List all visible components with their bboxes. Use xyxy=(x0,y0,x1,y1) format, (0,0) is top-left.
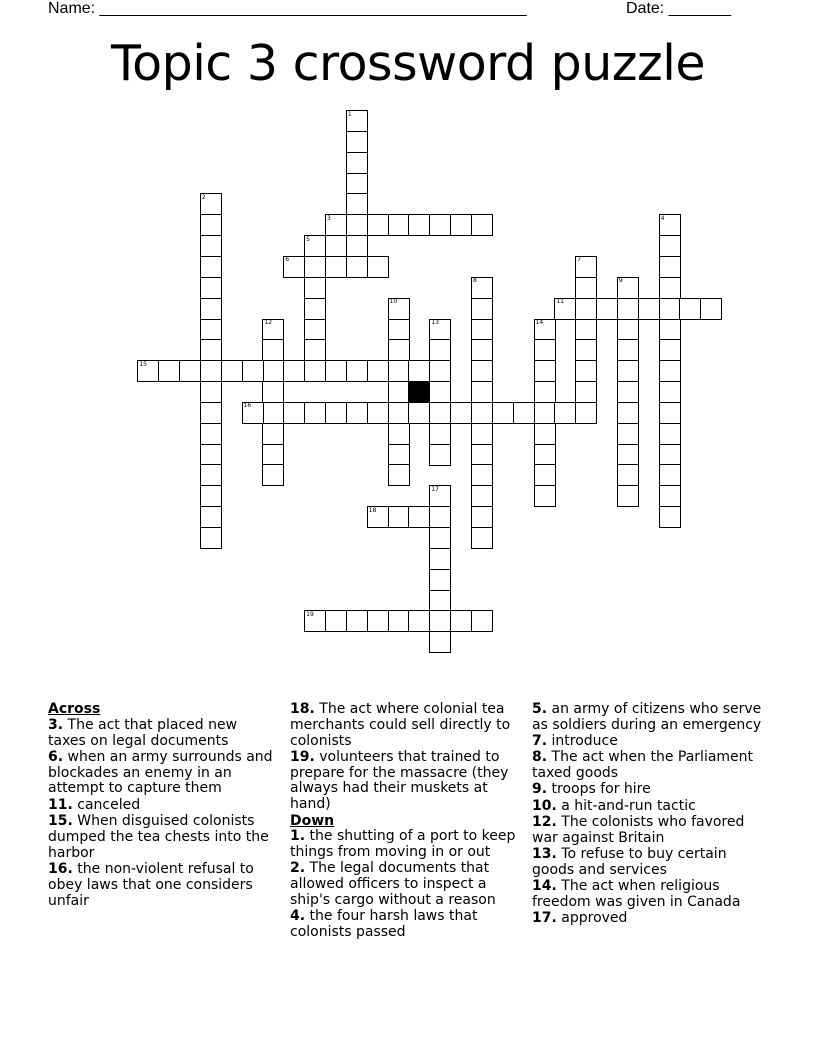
crossword-cell[interactable] xyxy=(617,319,639,341)
crossword-cell[interactable] xyxy=(534,402,556,424)
crossword-cell[interactable] xyxy=(325,402,347,424)
clue-down-7: 7. introduce xyxy=(532,733,618,750)
crossword-cell[interactable] xyxy=(617,444,639,466)
crossword-cell[interactable] xyxy=(158,360,180,382)
crossword-cell[interactable] xyxy=(200,506,222,528)
clue-across-18: 18. The act where colonial tea merchants could sell directly to colonists xyxy=(290,701,511,749)
clue-down-10: 10. a hit-and-run tactic xyxy=(532,797,696,814)
crossword-cell[interactable] xyxy=(221,360,243,382)
crossword-cell[interactable] xyxy=(429,548,451,570)
crossword-block xyxy=(408,381,430,403)
crossword-cell[interactable] xyxy=(659,423,681,445)
clues-column-1 xyxy=(48,702,276,910)
crossword-cell[interactable] xyxy=(617,277,639,299)
clue-number: 8 xyxy=(472,277,477,285)
clue-down-14: 14. The act when religious freedom was given in Canada xyxy=(532,878,741,911)
crossword-cell[interactable] xyxy=(283,402,305,424)
crossword-cell[interactable] xyxy=(575,381,597,403)
crossword-cell[interactable] xyxy=(388,339,410,361)
crossword-cell[interactable] xyxy=(617,423,639,445)
crossword-cell[interactable] xyxy=(575,402,597,424)
crossword-cell[interactable] xyxy=(534,381,556,403)
clue-down-1: 1. the shutting of a port to keep things from moving in or out xyxy=(290,828,516,861)
crossword-cell[interactable] xyxy=(408,402,430,424)
crossword-cell[interactable] xyxy=(325,256,347,278)
crossword-cell[interactable] xyxy=(137,360,159,382)
crossword-cell[interactable] xyxy=(659,464,681,486)
crossword-cell[interactable] xyxy=(388,423,410,445)
clue-number: 12 xyxy=(264,319,273,326)
crossword-cell[interactable] xyxy=(596,298,618,320)
crossword-cell[interactable] xyxy=(659,444,681,466)
clue-across-15: 15. When disguised colonists dumped the tea chests into the harbor xyxy=(48,813,269,861)
crossword-cell[interactable] xyxy=(534,485,556,507)
crossword-cell[interactable] xyxy=(575,339,597,361)
crossword-cell[interactable] xyxy=(346,110,368,132)
crossword-cell[interactable] xyxy=(534,339,556,361)
clue-down-8: 8. The act when the Parliament taxed goods xyxy=(532,749,754,782)
crossword-cell[interactable] xyxy=(429,402,451,424)
crossword-cell[interactable] xyxy=(304,360,326,382)
crossword-cell[interactable] xyxy=(200,360,222,382)
crossword-cell[interactable] xyxy=(304,610,326,632)
crossword-cell[interactable] xyxy=(200,256,222,278)
crossword-cell[interactable] xyxy=(659,339,681,361)
crossword-cell[interactable] xyxy=(450,214,472,236)
crossword-cell[interactable] xyxy=(304,402,326,424)
crossword-cell[interactable] xyxy=(659,381,681,403)
crossword-cell[interactable] xyxy=(659,298,681,320)
crossword-cell[interactable] xyxy=(200,464,222,486)
crossword-cell[interactable] xyxy=(200,381,222,403)
crossword-cell[interactable] xyxy=(262,319,284,341)
clue-across-6: 6. when an army surrounds and blockades an enemy in an attempt to capture them xyxy=(48,748,273,797)
crossword-cell[interactable] xyxy=(304,277,326,299)
crossword-cell[interactable] xyxy=(346,360,368,382)
crossword-cell[interactable] xyxy=(617,381,639,403)
crossword-cell[interactable] xyxy=(450,402,472,424)
crossword-cell[interactable] xyxy=(408,506,430,528)
crossword-cell[interactable] xyxy=(346,193,368,215)
crossword-cell[interactable] xyxy=(200,214,222,236)
crossword-cell[interactable] xyxy=(429,381,451,403)
clues-column-3 xyxy=(532,702,762,928)
clue-across-16: 16. the non-violent refusal to obey laws that one considers unfair xyxy=(48,860,254,909)
clue-number: 2 xyxy=(201,193,206,201)
crossword-cell[interactable] xyxy=(679,298,701,320)
clue-number: 18 xyxy=(368,506,377,514)
crossword-cell[interactable] xyxy=(283,256,305,278)
crossword-cell[interactable] xyxy=(471,298,493,320)
crossword-cell[interactable] xyxy=(471,402,493,424)
crossword-cell[interactable] xyxy=(659,214,681,236)
crossword-cell[interactable] xyxy=(534,444,556,466)
crossword-cell[interactable] xyxy=(659,256,681,278)
clue-across-19: 19. volunteers that trained to prepare for the massacre (they always had their muskets at hand) xyxy=(290,748,509,813)
date-line: _______ xyxy=(668,0,731,17)
clue-number: 7 xyxy=(577,256,582,264)
clue-across-3: 3. The act that placed new taxes on legal documents xyxy=(48,716,238,749)
crossword-cell[interactable] xyxy=(200,527,222,549)
crossword-cell[interactable] xyxy=(513,402,535,424)
crossword-cell[interactable] xyxy=(429,631,451,653)
crossword-cell[interactable] xyxy=(429,590,451,612)
crossword-cell[interactable] xyxy=(617,402,639,424)
clue-number: 9 xyxy=(618,277,623,285)
crossword-cell[interactable] xyxy=(346,152,368,174)
crossword-cell[interactable] xyxy=(659,485,681,507)
crossword-cell[interactable] xyxy=(429,319,451,341)
crossword-cell[interactable] xyxy=(659,235,681,257)
crossword-cell[interactable] xyxy=(200,444,222,466)
crossword-cell[interactable] xyxy=(388,444,410,466)
page-title: Topic 3 crossword puzzle xyxy=(111,35,705,92)
crossword-cell[interactable] xyxy=(367,360,389,382)
crossword-cell[interactable] xyxy=(471,527,493,549)
clue-number: 3 xyxy=(327,214,331,222)
clue-down-12: 12. The colonists who favored war against Britain xyxy=(532,814,745,846)
crossword-cell[interactable] xyxy=(617,298,639,320)
crossword-cell[interactable] xyxy=(388,298,410,320)
crossword-cell[interactable] xyxy=(388,360,410,382)
crossword-cell[interactable] xyxy=(617,464,639,486)
crossword-cell[interactable] xyxy=(408,360,430,382)
clue-number: 1 xyxy=(347,110,352,118)
crossword-cell[interactable] xyxy=(304,256,326,278)
clue-number: 19 xyxy=(306,610,314,618)
crossword-cell[interactable] xyxy=(367,256,389,278)
crossword-cell[interactable] xyxy=(659,277,681,299)
crossword-cell[interactable] xyxy=(408,610,430,632)
crossword-cell[interactable] xyxy=(575,360,597,382)
crossword-cell[interactable] xyxy=(534,464,556,486)
crossword-cell[interactable] xyxy=(429,444,451,466)
crossword-cell[interactable] xyxy=(304,298,326,320)
crossword-cell[interactable] xyxy=(471,214,493,236)
crossword-cell[interactable] xyxy=(471,506,493,528)
clue-number: 17 xyxy=(431,485,439,493)
crossword-cell[interactable] xyxy=(429,423,451,445)
crossword-cell[interactable] xyxy=(242,360,264,382)
crossword-cell[interactable] xyxy=(659,360,681,382)
crossword-cell[interactable] xyxy=(200,402,222,424)
crossword-cell[interactable] xyxy=(346,235,368,257)
crossword-cell[interactable] xyxy=(471,444,493,466)
crossword-cell[interactable] xyxy=(388,464,410,486)
crossword-cell[interactable] xyxy=(575,256,597,278)
crossword-cell[interactable] xyxy=(325,214,347,236)
crossword-cell[interactable] xyxy=(346,173,368,195)
crossword-cell[interactable] xyxy=(242,402,264,424)
crossword-cell[interactable] xyxy=(617,485,639,507)
crossword-cell[interactable] xyxy=(575,298,597,320)
clue-number: 4 xyxy=(660,214,665,222)
crossword-cell[interactable] xyxy=(471,464,493,486)
crossword-cell[interactable] xyxy=(471,610,493,632)
crossword-cell[interactable] xyxy=(471,277,493,299)
date-label: Date: xyxy=(626,0,669,17)
crossword-cell[interactable] xyxy=(659,319,681,341)
clue-number: 13 xyxy=(431,319,439,326)
name-line: ________________________________________________ xyxy=(99,0,527,17)
crossword-cell[interactable] xyxy=(346,131,368,153)
crossword-cell[interactable] xyxy=(388,381,410,403)
name-label: Name: xyxy=(48,0,100,17)
clue-across-11: 11. canceled xyxy=(48,796,141,813)
crossword-cell[interactable] xyxy=(429,610,451,632)
crossword-cell[interactable] xyxy=(534,423,556,445)
clue-number: 15 xyxy=(139,360,147,368)
crossword-cell[interactable] xyxy=(492,402,514,424)
crossword-cell[interactable] xyxy=(388,214,410,236)
clue-down-17: 17. approved xyxy=(532,910,628,927)
clue-down-13: 13. To refuse to buy certain goods and services xyxy=(532,846,727,878)
crossword-cell[interactable] xyxy=(700,298,722,320)
crossword-cell[interactable] xyxy=(388,610,410,632)
crossword-cell[interactable] xyxy=(534,360,556,382)
clue-down-5: 5. an army of citizens who serve as soldiers during an emergency xyxy=(532,701,762,733)
clue-number: 11 xyxy=(556,298,564,306)
clue-down-2: 2. The legal documents that allowed officers to inspect a ship's cargo without a reason xyxy=(290,860,496,909)
crossword-cell[interactable] xyxy=(346,610,368,632)
clue-down-4: 4. the four harsh laws that colonists passed xyxy=(290,908,478,941)
crossword-cell[interactable] xyxy=(200,339,222,361)
crossword-cell[interactable] xyxy=(429,339,451,361)
crossword-cell[interactable] xyxy=(367,610,389,632)
down-heading: Down xyxy=(290,812,335,829)
crossword-cell[interactable] xyxy=(304,319,326,341)
crossword-cell[interactable] xyxy=(554,402,576,424)
crossword-cell[interactable] xyxy=(367,402,389,424)
crossword-cell[interactable] xyxy=(429,527,451,549)
crossword-cell[interactable] xyxy=(617,360,639,382)
crossword-cell[interactable] xyxy=(262,464,284,486)
crossword-cell[interactable] xyxy=(429,569,451,591)
crossword-cell[interactable] xyxy=(471,485,493,507)
crossword-cell[interactable] xyxy=(325,610,347,632)
crossword-cell[interactable] xyxy=(429,485,451,507)
crossword-cell[interactable] xyxy=(429,214,451,236)
crossword-cell[interactable] xyxy=(346,256,368,278)
crossword-cell[interactable] xyxy=(471,381,493,403)
crossword-cell[interactable] xyxy=(388,506,410,528)
crossword-cell[interactable] xyxy=(554,298,576,320)
crossword-cell[interactable] xyxy=(471,339,493,361)
crossword-cell[interactable] xyxy=(200,277,222,299)
crossword-cell[interactable] xyxy=(388,319,410,341)
crossword-cell[interactable] xyxy=(262,339,284,361)
crossword-cell[interactable] xyxy=(638,298,660,320)
crossword-cell[interactable] xyxy=(200,423,222,445)
crossword-cell[interactable] xyxy=(346,402,368,424)
crossword-cell[interactable] xyxy=(262,381,284,403)
crossword-cell[interactable] xyxy=(659,506,681,528)
crossword-cell[interactable] xyxy=(450,610,472,632)
crossword-cell[interactable] xyxy=(200,319,222,341)
crossword-cell[interactable] xyxy=(429,360,451,382)
crossword-cell[interactable] xyxy=(262,423,284,445)
crossword-cell[interactable] xyxy=(408,214,430,236)
crossword-cell[interactable] xyxy=(304,235,326,257)
clues-column-2 xyxy=(290,702,520,941)
clue-number: 10 xyxy=(389,298,398,306)
crossword-cell[interactable] xyxy=(534,319,556,341)
crossword-cell[interactable] xyxy=(429,506,451,528)
crossword-cell[interactable] xyxy=(200,235,222,257)
crossword-cell[interactable] xyxy=(575,277,597,299)
crossword-cell[interactable] xyxy=(471,423,493,445)
crossword-cell[interactable] xyxy=(471,360,493,382)
clue-number: 6 xyxy=(285,256,290,264)
clue-number: 5 xyxy=(306,235,310,243)
clue-number: 14 xyxy=(535,319,544,326)
crossword-cell[interactable] xyxy=(179,360,201,382)
crossword-cell[interactable] xyxy=(367,506,389,528)
crossword-cell[interactable] xyxy=(575,319,597,341)
crossword-cell[interactable] xyxy=(617,339,639,361)
crossword-cell[interactable] xyxy=(346,214,368,236)
crossword-cell[interactable] xyxy=(200,485,222,507)
crossword-cell[interactable] xyxy=(200,298,222,320)
crossword-cell[interactable] xyxy=(200,193,222,215)
crossword-cell[interactable] xyxy=(283,360,305,382)
crossword-cell[interactable] xyxy=(388,402,410,424)
clue-down-9: 9. troops for hire xyxy=(532,781,651,798)
across-heading: Across xyxy=(48,701,101,717)
crossword-cell[interactable] xyxy=(471,319,493,341)
clue-number: 16 xyxy=(243,402,252,410)
crossword-cell[interactable] xyxy=(262,444,284,466)
crossword-cell[interactable] xyxy=(659,402,681,424)
crossword-cell[interactable] xyxy=(325,360,347,382)
crossword-cell[interactable] xyxy=(262,360,284,382)
crossword-cell[interactable] xyxy=(367,214,389,236)
crossword-cell[interactable] xyxy=(262,402,284,424)
crossword-cell[interactable] xyxy=(304,339,326,361)
